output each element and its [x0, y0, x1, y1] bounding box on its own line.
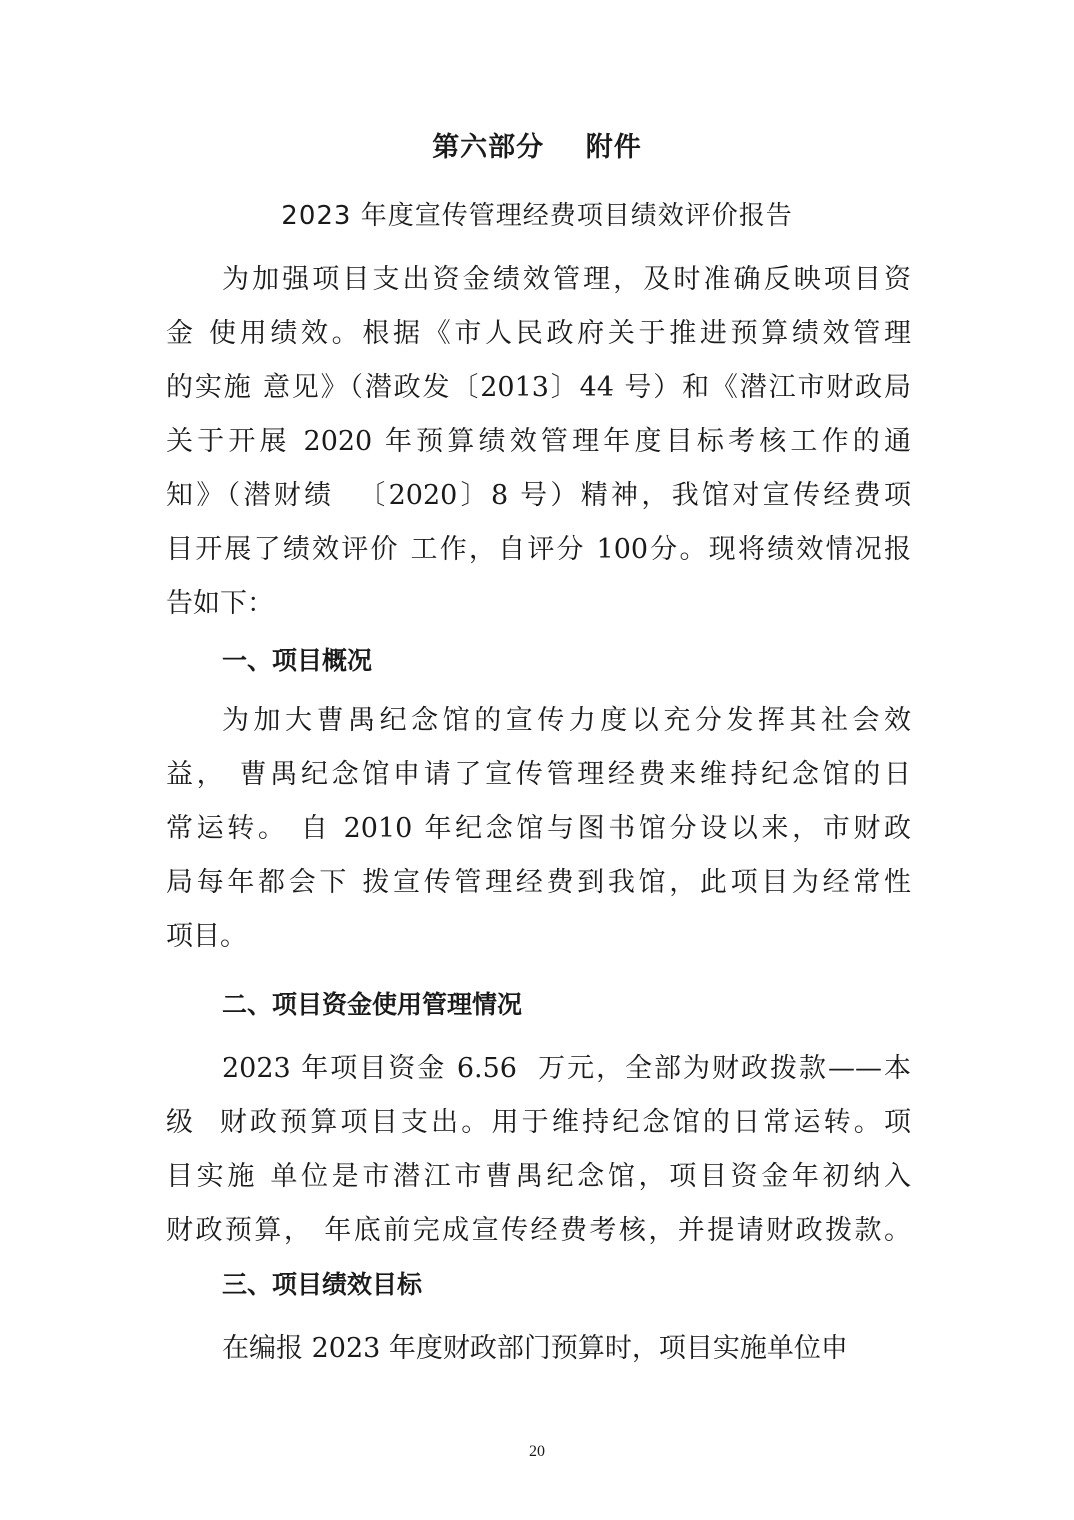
page-number: 20 [529, 1443, 545, 1460]
section-2-line: 目实施 单位是市潜江市曹禺纪念馆，项目资金年初纳入 [166, 1161, 911, 1192]
part-title: 第六部分 附件 [432, 132, 642, 163]
section-1-heading: 一、项目概况 [222, 646, 373, 675]
intro-line: 的实施 意见》（潜政发〔2013〕44 号）和《潜江市财政局 [166, 372, 911, 403]
report-title: 2023 年度宣传管理经费项目绩效评价报告 [281, 201, 793, 231]
intro-line: 告如下： [166, 588, 274, 619]
section-1-line: 项目。 [166, 921, 247, 952]
intro-line: 目开展了绩效评价 工作，自评分 100分。现将绩效情况报 [166, 534, 911, 565]
intro-line: 金 使用绩效。根据《市人民政府关于推进预算绩效管理 [166, 318, 911, 349]
section-1-line: 常运转。 自 2010 年纪念馆与图书馆分设以来，市财政 [166, 813, 911, 844]
section-2-line: 财政预算， 年底前完成宣传经费考核，并提请财政拨款。 [166, 1215, 911, 1246]
section-2-heading: 二、项目资金使用管理情况 [222, 990, 523, 1019]
section-3-heading: 三、项目绩效目标 [222, 1270, 423, 1299]
section-3-line: 在编报 2023 年度财政部门预算时，项目实施单位申 [222, 1333, 848, 1364]
section-1-line: 为加大曹禺纪念馆的宣传力度以充分发挥其社会效 [222, 705, 911, 736]
section-1-line: 局每年都会下 拨宣传管理经费到我馆，此项目为经常性 [166, 867, 911, 898]
section-2-line: 2023 年项目资金 6.56 万元，全部为财政拨款——本 [222, 1053, 911, 1084]
intro-line: 知》（潜财绩 〔2020〕8 号）精神，我馆对宣传经费项 [166, 480, 911, 511]
intro-line: 为加强项目支出资金绩效管理，及时准确反映项目资 [222, 264, 911, 295]
section-1-line: 益， 曹禺纪念馆申请了宣传管理经费来维持纪念馆的日 [166, 759, 911, 790]
intro-line: 关于开展 2020 年预算绩效管理年度目标考核工作的通 [166, 426, 911, 457]
section-2-line: 级 财政预算项目支出。用于维持纪念馆的日常运转。项 [166, 1107, 911, 1138]
